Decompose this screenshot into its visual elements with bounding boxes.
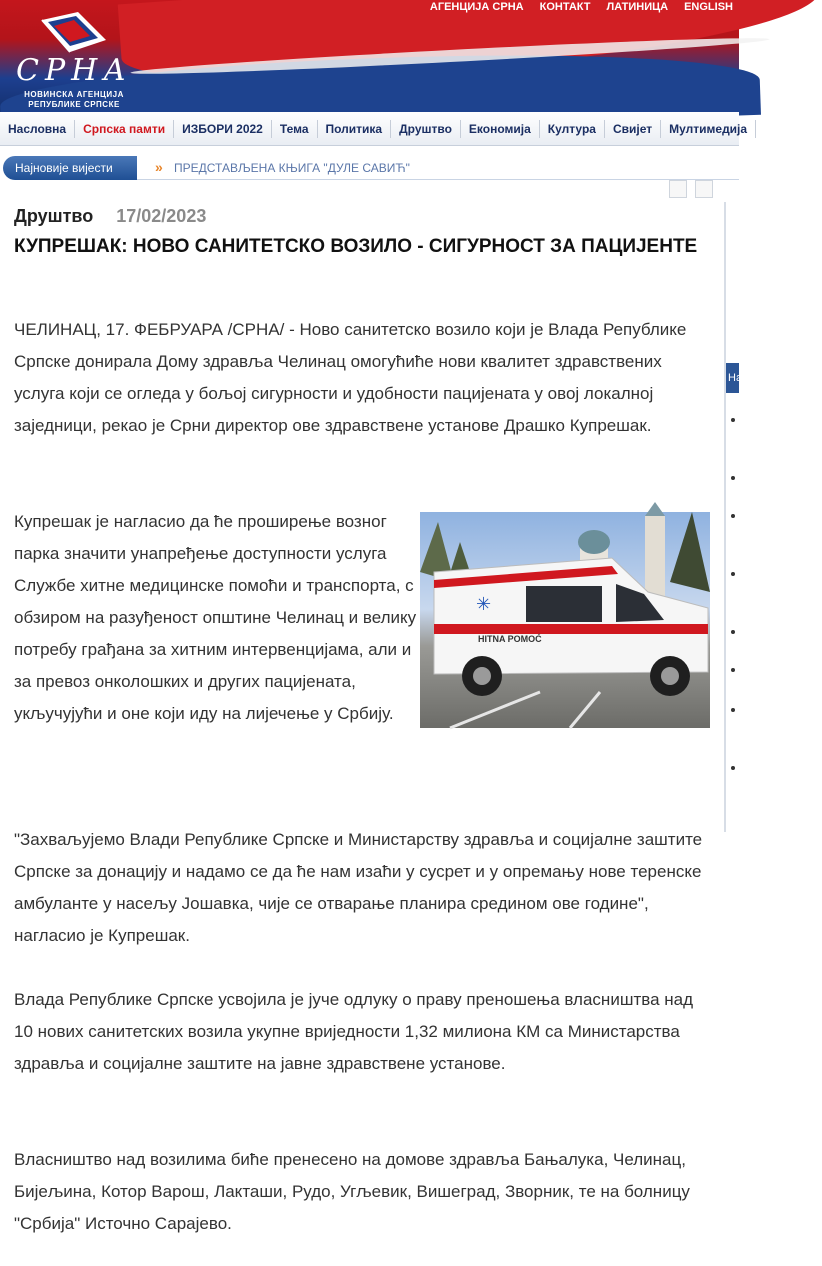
article-date: 17/02/2023 xyxy=(116,206,207,226)
sidebar-bullet-icon xyxy=(731,514,735,518)
news-ticker xyxy=(0,155,739,181)
nav-item-society[interactable]: Друштво xyxy=(391,120,461,138)
article-meta xyxy=(14,206,206,227)
article-paragraph-1: ЧЕЛИНАЦ, 17. ФЕБРУАРА /СРНА/ - Ново санитетско возило који је Влада Републике Српске донирала Дому здравља Челинац омогућиће нови квалитет здравствених услуга који се огледа у бољој сигурности и удобности пацијената у овој локалној заједници, рекао је Срни директор ове здравствене установе Драшко Купрешак. xyxy=(14,320,687,435)
srna-logo[interactable] xyxy=(14,8,134,109)
logo-subtitle-2: РЕПУБЛИКЕ СРПСКЕ xyxy=(28,100,120,109)
sidebar-bullet-icon xyxy=(731,668,735,672)
vehicle-text: HITNA POMOĆ xyxy=(478,634,542,644)
sidebar-bullet-icon xyxy=(731,766,735,770)
sidebar-bullet-icon xyxy=(731,572,735,576)
article-paragraph-3: "Захваљујемо Влади Републике Српске и Министарству здравља и социјалне заштите Српске за донацију и надамо се да ће нам изаћи у сусрет и у опремању нове теренске амбуланте у насељу Јошавка, чије се отварање планира средином ове године", нагласио је Купрешак. xyxy=(14,830,703,945)
article-paragraph-4: Влада Републике Српске усвојила је јуче одлуку о праву преношења власништва над 10 нових санитетских возила укупне вриједности 1,32 милиона КМ са Министарства здравља и социјалне заштите на јавне здравствене установе. xyxy=(14,990,694,1073)
nav-item-world[interactable]: Свијет xyxy=(605,120,661,138)
pen-nib-logo-icon xyxy=(34,10,114,56)
nav-item-multimedia[interactable]: Мултимедија xyxy=(661,120,756,138)
sidebar-bullet-icon xyxy=(731,418,735,422)
nav-item-srpska-pamti[interactable]: Српска памти xyxy=(75,120,174,138)
top-link-agency[interactable]: АГЕНЦИЈА СРНА xyxy=(429,1,524,13)
logo-wordmark: СРНА xyxy=(15,53,133,88)
ticker-divider xyxy=(137,179,739,180)
top-link-english[interactable]: ENGLISH xyxy=(684,1,733,13)
nav-item-economy[interactable]: Економија xyxy=(461,120,540,138)
sidebar-border xyxy=(724,202,726,832)
nav-item-theme[interactable]: Тема xyxy=(272,120,318,138)
article-category[interactable]: Друштво xyxy=(14,206,94,226)
main-nav xyxy=(0,112,748,146)
ticker-next-button[interactable] xyxy=(695,180,713,198)
top-link-latin[interactable]: ЛАТИНИЦА xyxy=(606,1,669,13)
article-title: КУПРЕШАК: НОВО САНИТЕТСКО ВОЗИЛО - СИГУРНОСТ ЗА ПАЦИЈЕНТЕ xyxy=(14,236,698,257)
svg-text:✳: ✳ xyxy=(476,594,492,615)
ticker-label: Најновије вијести xyxy=(3,156,137,180)
sidebar-tab[interactable]: На xyxy=(726,363,739,393)
article-paragraph-5: Власништво над возилима биће пренесено на домове здравља Бањалука, Челинац, Бијељина, Котор Варош, Лакташи, Рудо, Угљевик, Вишеград, Зворник, те на болницу "Србија" Источно Сарајево. xyxy=(14,1150,690,1233)
nav-item-elections[interactable]: ИЗБОРИ 2022 xyxy=(174,120,272,138)
logo-subtitle-1: НОВИНСКА АГЕНЦИЈА xyxy=(24,90,124,99)
double-chevron-right-icon: » xyxy=(155,159,163,175)
sidebar-bullet-icon xyxy=(731,630,735,634)
nav-item-home[interactable]: Насловна xyxy=(0,120,75,138)
top-link-contact[interactable]: КОНТАКТ xyxy=(539,1,591,13)
ambulance-illustration xyxy=(420,512,710,728)
nav-item-politics[interactable]: Политика xyxy=(318,120,392,138)
ticker-headline-link[interactable]: ПРЕДСТАВЉЕНА КЊИГА "ДУЛЕ САВИЋ" xyxy=(174,161,410,175)
site-header xyxy=(0,0,739,112)
nav-item-culture[interactable]: Култура xyxy=(540,120,605,138)
article-paragraph-2: Купрешак је нагласио да ће проширење возног парка значити унапређење доступности услуга Службе хитне медицинске помоћи и транспорта, с обзиром на разуђеност општине Челинац и велику потребу грађана за хитним интервенцијама, али и за превоз онколошких и других пацијената, укључујући и оне који иду на лијечење у Србију. xyxy=(14,512,417,723)
sidebar-bullet-icon xyxy=(731,476,735,480)
ambulance-photo[interactable] xyxy=(420,512,710,728)
top-links xyxy=(430,0,733,14)
ticker-prev-button[interactable] xyxy=(669,180,687,198)
sidebar-bullet-icon xyxy=(731,708,735,712)
